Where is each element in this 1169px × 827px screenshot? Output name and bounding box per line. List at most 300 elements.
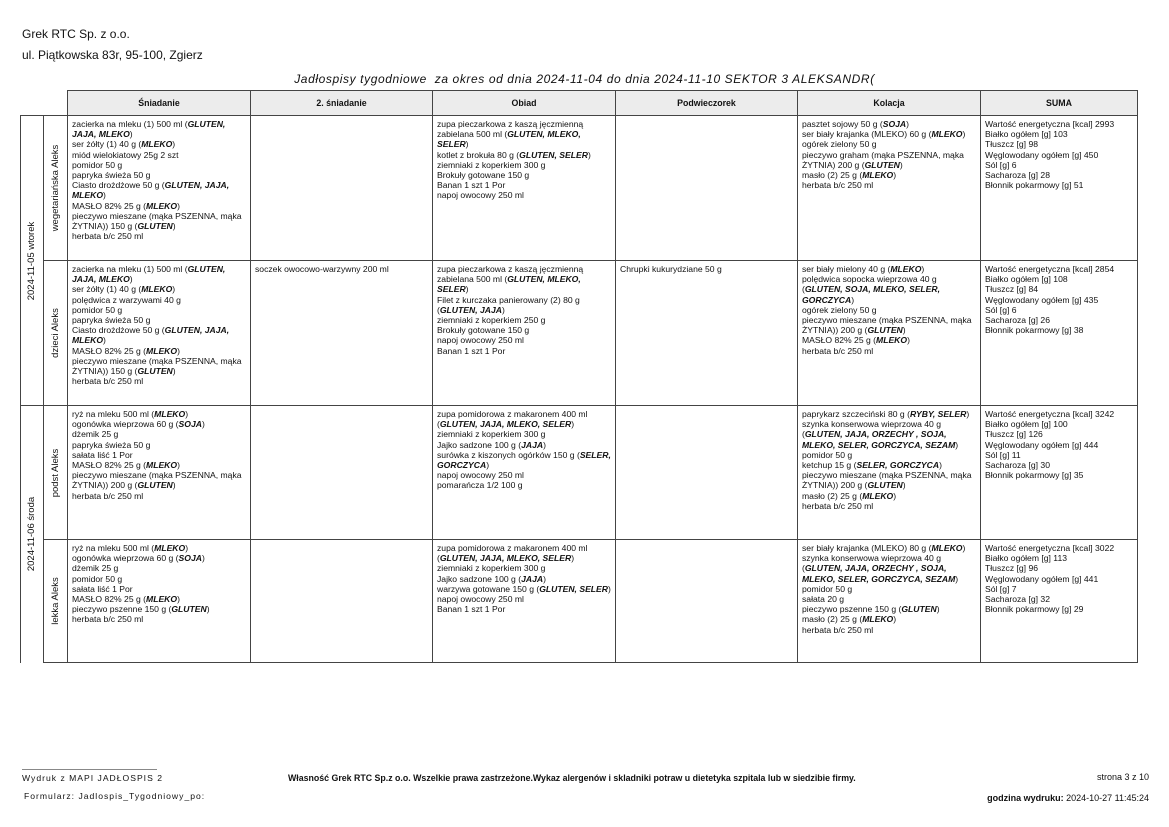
item-text: szynka konserwowa wieprzowa 40 g ( (802, 553, 941, 574)
allergen-text: MLEKO (890, 264, 922, 274)
footer-ownership: Własność Grek RTC Sp.z o.o. Wszelkie prawa zastrzeżone.Wykaz alergenów i skladniki potraw u dietetyka szpitala lub w siedzibie firmy. (288, 773, 856, 783)
column-header: SUMA (981, 91, 1138, 116)
meal-cell (68, 406, 251, 540)
column-header: Podwieczorek (616, 91, 798, 116)
item-text: ) (962, 543, 966, 553)
item-text: ) (587, 149, 591, 160)
nutrition-line (985, 315, 1133, 325)
menu-item (802, 614, 976, 624)
item-text: ) (893, 490, 897, 501)
item-text: ziemniaki z koperkiem 300 g (437, 563, 546, 574)
item-text: ) (177, 460, 180, 471)
item-text: ) (902, 325, 906, 336)
item-text: Węglowodany ogółem [g] 435 (985, 294, 1099, 305)
item-text: herbata b/c 250 ml (72, 376, 144, 387)
item-text: pieczywo mieszane (mąka PSZENNA, mąka ŻYTNIA)) 200 g ( (802, 470, 972, 491)
nutrition-line (985, 470, 1133, 480)
item-text: Jajko sadzone 100 g ( (437, 439, 522, 450)
document-title: Jadłospisy tygodniowe za okres od dnia 2024-11-04 do dnia 2024-11-10 SEKTOR 3 ALEKSANDR( (294, 72, 875, 86)
item-text: Wartość energetyczna [kcal] 3022 (985, 543, 1115, 553)
item-text: ) (921, 264, 925, 274)
item-text: pieczywo pszenne 150 g ( (802, 604, 902, 615)
menu-item (72, 119, 246, 139)
nutrition-line (985, 325, 1133, 335)
nutrition-line (985, 574, 1133, 584)
item-text: Błonnik pokarmowy [g] 35 (985, 470, 1084, 481)
allergen-text: GLUTEN, JAJA, MLEKO, SELER (439, 553, 572, 564)
meal-cell (251, 116, 433, 261)
item-text: ) (201, 553, 205, 564)
item-text: pomidor 50 g (72, 159, 123, 170)
item-text: herbata b/c 250 ml (802, 624, 874, 635)
diet-label: wegetariańska Aleks (49, 144, 61, 232)
item-text: napoj owocowy 250 ml (437, 594, 524, 605)
menu-item (437, 480, 611, 490)
menu-item (72, 470, 246, 490)
allergen-text: SOJA (178, 419, 202, 430)
item-text: papryka świeża 50 g (72, 315, 151, 326)
menu-item (72, 201, 246, 211)
item-text: Banan 1 szt 1 Por (437, 345, 506, 356)
allergen-text: JAJA (521, 573, 544, 584)
item-text: ryż na mleku 500 ml ( (72, 409, 155, 419)
company-info (22, 24, 203, 66)
item-text: surówka z kiszonych ogórków 150 g ( (437, 449, 580, 460)
day-label-cell (21, 116, 44, 406)
item-text: ) (571, 553, 575, 564)
table-row (21, 261, 1138, 406)
item-text: paprykarz szczeciński 80 g ( (802, 409, 910, 419)
nutrition-line (985, 440, 1133, 450)
menu-item (72, 614, 246, 624)
menu-item (72, 553, 246, 563)
diet-label-cell (44, 116, 68, 261)
menu-item (802, 491, 976, 501)
item-text: ) (465, 139, 469, 150)
allergen-text: GLUTEN, MLEKO, SELER (437, 129, 581, 150)
column-header: Kolacja (798, 91, 981, 116)
menu-item (72, 543, 246, 553)
menu-item (802, 419, 976, 450)
item-text: MASŁO 82% 25 g ( (802, 335, 877, 346)
menu-item (72, 429, 246, 439)
item-text: Białko ogółem [g] 108 (985, 274, 1068, 285)
item-text: Ciasto drożdżowe 50 g ( (72, 325, 165, 336)
item-text: Węglowodany ogółem [g] 444 (985, 439, 1099, 450)
meal-cell (981, 261, 1138, 406)
menu-item (802, 553, 976, 584)
meal-cell (68, 261, 251, 406)
menu-item (437, 574, 611, 584)
item-text: ) (851, 294, 855, 305)
item-text: ketchup 15 g ( (802, 460, 857, 471)
meal-cell (68, 116, 251, 261)
menu-item (72, 139, 246, 149)
menu-item (802, 315, 976, 335)
item-text: polędwica z warzywami 40 g (72, 294, 181, 305)
item-text: pieczywo pszenne 150 g ( (72, 604, 172, 615)
item-text: ser biały mielony 40 g ( (802, 264, 891, 274)
item-text: ) (177, 345, 180, 356)
allergen-text: MLEKO (146, 460, 178, 471)
menu-item (72, 563, 246, 573)
item-text: pieczywo mieszane (mąka PSZENNA, mąka ŻYTNIA)) 150 g ( (72, 210, 242, 232)
menu-item (437, 563, 611, 573)
item-text: Błonnik pokarmowy [g] 29 (985, 604, 1084, 615)
item-text: ) (172, 366, 176, 377)
item-text: ) (907, 335, 910, 346)
menu-item (72, 180, 246, 200)
allergen-text: MLEKO (862, 170, 894, 181)
item-text: masło (2) 25 g ( (802, 170, 863, 181)
menu-item (72, 231, 246, 241)
menu-item (802, 460, 976, 470)
nutrition-line (985, 584, 1133, 594)
item-text: ziemniaki z koperkiem 300 g (437, 429, 546, 440)
meal-cell (798, 261, 981, 406)
menu-item (437, 346, 611, 356)
item-text: Tłuszcz [g] 126 (985, 429, 1043, 440)
item-text: ser biały krajanka (MLEKO) 60 g ( (802, 129, 932, 140)
header-spacer (44, 91, 68, 116)
item-text: ogonówka wieprzowa 60 g ( (72, 553, 179, 564)
menu-item (72, 170, 246, 180)
menu-item (72, 211, 246, 231)
allergen-text: SELER, GORCZYCA (856, 460, 940, 471)
item-text: ) (172, 284, 176, 295)
allergen-text: MLEKO (141, 139, 173, 150)
allergen-text: RYBY, SELER (909, 409, 967, 419)
item-text: pieczywo mieszane (mąka PSZENNA, mąka ŻYTNIA)) 200 g ( (72, 470, 242, 491)
item-text: pomidor 50 g (72, 304, 123, 315)
menu-item (72, 150, 246, 160)
meal-cell (616, 540, 798, 663)
item-text: pomidor 50 g (802, 583, 853, 594)
printout-text: Wydruk z MAPI JADŁOSPIS 2 (22, 773, 163, 783)
item-text: MASŁO 82% 25 g ( (72, 200, 147, 211)
item-text: ogórek zielony 50 g (802, 139, 877, 150)
item-text: ogonówka wieprzowa 60 g ( (72, 419, 179, 430)
item-text: ) (465, 284, 469, 295)
menu-item (802, 139, 976, 149)
allergen-text: GLUTEN, JAJA, MLEKO (72, 119, 226, 140)
item-text: zupa pieczarkowa z kaszą jęczmienną zabielana 500 ml ( (437, 264, 584, 285)
item-text: pomidor 50 g (802, 449, 853, 460)
allergen-text: GLUTEN, JAJA, MLEKO, SELER (439, 419, 572, 430)
item-text: sałata liść 1 Por (72, 583, 133, 594)
item-text: ) (955, 573, 959, 584)
item-text: pieczywo mieszane (mąka PSZENNA, mąka ŻYTNIA)) 200 g ( (802, 315, 972, 336)
allergen-text: GLUTEN, SELER (519, 149, 588, 160)
item-text: Sól [g] 6 (985, 304, 1017, 315)
item-text: Tłuszcz [g] 84 (985, 284, 1039, 295)
item-text: ) (172, 480, 176, 491)
item-text: Węglowodany ogółem [g] 450 (985, 149, 1099, 160)
item-text: herbata b/c 250 ml (802, 500, 874, 511)
footer-form: Formularz: Jadlospis_Tygodniowy_po: (24, 791, 206, 801)
header-row (21, 91, 1138, 116)
menu-item (72, 419, 246, 429)
item-text: sałata liść 1 Por (72, 449, 133, 460)
menu-item (72, 295, 246, 305)
item-text: Banan 1 szt 1 Por (437, 180, 506, 191)
item-text: ) (129, 274, 133, 285)
item-text: ) (939, 460, 942, 471)
diet-label: podst Aleks (49, 448, 61, 497)
meal-cell (616, 116, 798, 261)
menu-item (437, 584, 611, 594)
meal-cell (616, 261, 798, 406)
item-text: ) (185, 409, 189, 419)
item-text: Filet z kurczaka panierowany (2) 80 g ( (437, 294, 580, 315)
item-text: herbata b/c 250 ml (802, 345, 874, 356)
menu-item (437, 409, 611, 429)
allergen-text: MLEKO (146, 594, 178, 605)
meal-cell (981, 406, 1138, 540)
item-text: Wartość energetyczna [kcal] 2993 (985, 119, 1115, 129)
item-text: napoj owocowy 250 ml (437, 470, 524, 481)
menu-item (802, 501, 976, 511)
item-text: ryż na mleku 500 ml ( (72, 543, 155, 553)
menu-item (437, 295, 611, 315)
menu-item (437, 335, 611, 345)
nutrition-line (985, 594, 1133, 604)
item-text: zacierka na mleku (1) 500 ml ( (72, 119, 188, 129)
item-text: masło (2) 25 g ( (802, 614, 863, 625)
item-text: warzywa gotowane 150 g ( (437, 583, 540, 594)
item-text: miód wielokiatowy 25g 2 szt (72, 149, 179, 160)
item-text: MASŁO 82% 25 g ( (72, 460, 147, 471)
item-text: pasztet sojowy 50 g ( (802, 119, 883, 129)
menu-item (802, 170, 976, 180)
menu-item (72, 491, 246, 501)
item-text: kotlet z brokuła 80 g ( (437, 149, 520, 160)
item-text: Brokuły gotowane 150 g (437, 325, 530, 336)
item-text: ) (906, 119, 910, 129)
item-text: polędwica sopocka wieprzowa 40 g ( (802, 274, 937, 295)
item-text: masło (2) 25 g ( (802, 490, 863, 501)
menu-item (437, 543, 611, 563)
menu-item (72, 284, 246, 294)
item-text: Chrupki kukurydziane 50 g (620, 264, 722, 274)
menu-table (20, 90, 1138, 663)
item-text: Tłuszcz [g] 98 (985, 139, 1039, 150)
item-text: ) (201, 419, 205, 430)
menu-item (255, 264, 428, 274)
meal-cell (251, 406, 433, 540)
nutrition-line (985, 274, 1133, 284)
column-header: 2. śniadanie (251, 91, 433, 116)
nutrition-line (985, 170, 1133, 180)
item-text: zupa pieczarkowa z kaszą jęczmienną zabielana 500 ml ( (437, 119, 584, 140)
diet-label-cell (44, 406, 68, 540)
nutrition-line (985, 450, 1133, 460)
item-text: MASŁO 82% 25 g ( (72, 345, 147, 356)
item-text: ziemniaki z koperkiem 250 g (437, 315, 546, 326)
item-text: sałata 20 g (802, 594, 845, 605)
menu-item (72, 584, 246, 594)
header-spacer (21, 91, 44, 116)
allergen-text: GLUTEN (867, 325, 903, 336)
diet-label-cell (44, 540, 68, 663)
allergen-text: SOJA (178, 553, 202, 564)
item-text: dżemik 25 g (72, 429, 119, 440)
allergen-text: GLUTEN, JAJA (439, 304, 502, 315)
day-label-cell (21, 406, 44, 663)
diet-label-cell (44, 261, 68, 406)
item-text: Wartość energetyczna [kcal] 3242 (985, 409, 1115, 419)
allergen-text: GLUTEN (137, 221, 173, 232)
menu-item (437, 119, 611, 150)
nutrition-line (985, 129, 1133, 139)
menu-item (437, 440, 611, 450)
menu-item (72, 574, 246, 584)
item-text: zacierka na mleku (1) 500 ml ( (72, 264, 188, 274)
menu-item (437, 429, 611, 439)
menu-item (802, 450, 976, 460)
allergen-text: MLEKO (931, 129, 963, 140)
allergen-text: SELER, GORCZYCA (437, 449, 611, 471)
menu-item (72, 264, 246, 284)
item-text: ) (172, 221, 176, 232)
item-text: Białko ogółem [g] 103 (985, 129, 1068, 140)
allergen-text: GLUTEN, JAJA, ORZECHY , SOJA, MLEKO, SELER, GORCZYCA, SEZAM (802, 429, 956, 450)
day-label: 2024-11-05 wtorek (25, 221, 37, 300)
item-text: ) (206, 604, 210, 615)
item-text: ) (177, 594, 180, 605)
print-time-value: 2024-10-27 11:45:24 (1066, 793, 1149, 803)
item-text: Banan 1 szt 1 Por (437, 604, 506, 615)
item-text: szynka konserwowa wieprzowa 40 g ( (802, 419, 941, 440)
item-text: herbata b/c 250 ml (802, 180, 874, 191)
item-text: ) (543, 439, 546, 450)
item-text: herbata b/c 250 ml (72, 614, 144, 625)
menu-item (72, 305, 246, 315)
item-text: ) (172, 139, 176, 150)
menu-item (437, 160, 611, 170)
allergen-text: MLEKO (876, 335, 908, 346)
allergen-text: GLUTEN, JAJA, ORZECHY , SOJA, MLEKO, SELER, GORCZYCA, SEZAM (802, 563, 956, 584)
meal-cell (798, 540, 981, 663)
nutrition-line (985, 553, 1133, 563)
item-text: napoj owocowy 250 ml (437, 190, 524, 201)
item-text: Sacharoza [g] 26 (985, 315, 1050, 326)
item-text: Białko ogółem [g] 113 (985, 553, 1068, 564)
item-text: ) (608, 583, 611, 594)
footer-printout (22, 773, 163, 783)
meal-cell (251, 261, 433, 406)
nutrition-line (985, 264, 1133, 274)
menu-item (802, 335, 976, 345)
company-address: ul. Piątkowska 83r, 95-100, Zgierz (22, 48, 203, 62)
print-time (987, 793, 1149, 803)
nutrition-line (985, 180, 1133, 190)
menu-item (802, 129, 976, 139)
menu-item (72, 594, 246, 604)
item-text: ) (962, 129, 966, 140)
company-name: Grek RTC Sp. z o.o. (22, 27, 130, 41)
allergen-text: GLUTEN, SELER (539, 583, 608, 594)
item-text: ) (177, 200, 180, 211)
menu-item (72, 346, 246, 356)
item-text: Sacharoza [g] 30 (985, 460, 1050, 471)
diet-label: dzieci Aleks (49, 308, 61, 358)
nutrition-line (985, 295, 1133, 305)
item-text: ziemniaki z koperkiem 300 g (437, 159, 546, 170)
menu-item (437, 450, 611, 470)
allergen-text: GLUTEN (901, 604, 937, 615)
item-text: soczek owocowo-warzywny 200 ml (255, 264, 389, 274)
allergen-text: GLUTEN, MLEKO, SELER (437, 274, 581, 295)
day-label: 2024-11-06 środa (25, 497, 37, 572)
menu-item (802, 264, 976, 274)
menu-item (802, 470, 976, 490)
meal-cell (981, 540, 1138, 663)
item-text: ser żółty (1) 40 g ( (72, 284, 142, 295)
item-text: Sól [g] 6 (985, 159, 1017, 170)
table-row (21, 540, 1138, 663)
allergen-text: MLEKO (146, 345, 178, 356)
meal-cell (798, 406, 981, 540)
item-text: Tłuszcz [g] 96 (985, 563, 1039, 574)
item-text: ser żółty (1) 40 g ( (72, 139, 142, 150)
allergen-text: MLEKO (931, 543, 963, 553)
menu-item (437, 150, 611, 160)
menu-item (802, 274, 976, 305)
item-text: napoj owocowy 250 ml (437, 335, 524, 346)
nutrition-line (985, 563, 1133, 573)
menu-item (437, 180, 611, 190)
item-text: Wartość energetyczna [kcal] 2854 (985, 264, 1115, 274)
diet-label: lekka Aleks (49, 577, 61, 625)
menu-item (437, 470, 611, 480)
item-text: papryka świeża 50 g (72, 439, 151, 450)
menu-item (802, 584, 976, 594)
item-text: ogórek zielony 50 g (802, 304, 877, 315)
allergen-text: GLUTEN (864, 159, 900, 170)
item-text: ) (501, 304, 505, 315)
nutrition-line (985, 150, 1133, 160)
allergen-text: MLEKO (146, 200, 178, 211)
allergen-text: SOJA (882, 119, 907, 129)
menu-item (802, 625, 976, 635)
menu-item (72, 325, 246, 345)
print-time-label: godzina wydruku: (987, 793, 1064, 803)
item-text: pomarańcza 1/2 100 g (437, 480, 523, 491)
allergen-text: MLEKO (141, 284, 173, 295)
menu-item (620, 264, 793, 274)
menu-item (72, 376, 246, 386)
nutrition-line (985, 429, 1133, 439)
nutrition-line (985, 119, 1133, 129)
meal-cell (433, 116, 616, 261)
item-text: ) (103, 190, 106, 201)
allergen-text: GLUTEN, SOJA, MLEKO, SELER, GORCZYCA (802, 284, 940, 305)
item-text: ) (899, 159, 903, 170)
item-text: Brokuły gotowane 150 g (437, 170, 530, 181)
menu-item (802, 409, 976, 419)
nutrition-line (985, 604, 1133, 614)
allergen-text: GLUTEN (171, 604, 207, 615)
allergen-text: GLUTEN (137, 480, 173, 491)
menu-item (72, 604, 246, 614)
item-text: ) (893, 614, 897, 625)
menu-body (21, 116, 1138, 663)
item-text: Węglowodany ogółem [g] 441 (985, 573, 1099, 584)
menu-item (437, 594, 611, 604)
menu-item (72, 160, 246, 170)
nutrition-line (985, 543, 1133, 553)
